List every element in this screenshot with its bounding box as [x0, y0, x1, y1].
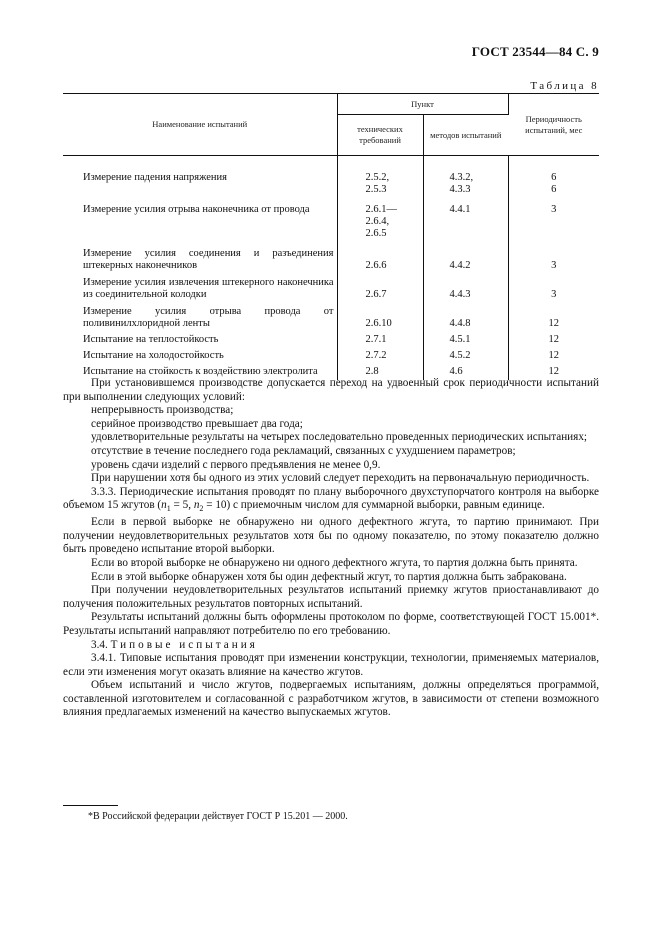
section-number: 3.4. [91, 638, 108, 651]
test-name: Измерение усилия извлечения штекерного наконечника из соединительной колодки [63, 274, 337, 303]
subscript: 2 [199, 504, 204, 514]
list-item: уровень сдачи изделий с первого предъявления не менее 0,9. [91, 458, 381, 471]
table-row [63, 156, 599, 199]
test-name: Испытание на холодостойкость [63, 348, 337, 364]
tech-ref: 2.5.2, 2.5.3 [337, 156, 423, 199]
periodicity: 3 [551, 260, 557, 271]
test-name: Испытание на теплостойкость [63, 332, 337, 348]
paragraph: 3.4.1. Типовые испытания проводят при изменении конструкции, технологии, применяемых материалов, если эти изменения могут оказать влияние на качество жгутов. [63, 652, 599, 678]
periodicity: 3 [551, 289, 557, 300]
variable: n [161, 499, 167, 512]
tech-ref: 2.6.6 [337, 242, 423, 274]
tech-ref: 2.7.2 [337, 348, 423, 364]
method-ref: 4.6 [423, 364, 508, 380]
method-ref: 4.3.2, 4.3.3 [423, 156, 508, 199]
tech-ref: 2.6.7 [337, 274, 423, 303]
paragraph: Результаты испытаний должны быть оформлены протоколом по форме, соответствующей ГОСТ 15.001*. Результаты испытаний направляют потребителю по его требованию. [63, 611, 599, 637]
header-test-methods: методов испытаний [423, 115, 508, 156]
periodicity: 3 [551, 204, 557, 215]
periodicity: 12 [548, 334, 559, 345]
list-item: непрерывность производства; [91, 404, 234, 417]
section-heading-3-4 [63, 639, 599, 653]
table-row [63, 348, 599, 364]
table-row [63, 198, 599, 242]
header-test-name: Наименование испытаний [63, 94, 337, 156]
tech-ref: 2.8 [337, 364, 423, 380]
paragraph: Если во второй выборке не обнаружено ни одного дефектного жгута, то партия должна быть принята. [91, 556, 578, 569]
header-tech-requirements: технических требований [337, 115, 423, 156]
table-row [63, 242, 599, 274]
header-point: Пункт [337, 94, 508, 115]
test-name: Измерение усилия отрыва провода от поливинилхлоридной ленты [63, 303, 337, 332]
list-item: отсутствие в течение последнего года рекламаций, связанных с ухудшением параметров; [91, 444, 516, 457]
paragraph: При получении неудовлетворительных результатов испытаний приемку жгутов приостанавливают до получения положительных результатов повторных испытаний. [63, 584, 599, 610]
paragraph: Если в первой выборке не обнаружено ни одного дефектного жгута, то партию принимают. При получении неудовлетворительных результатов хотя бы по одному показателю, по этому показателю должно быть проведено испытание второй выборки. [63, 516, 599, 556]
subscript: 1 [166, 504, 171, 514]
test-name: Измерение усилия отрыва наконечника от провода [63, 198, 337, 242]
table-caption: Таблица 8 [530, 80, 599, 92]
body-text [63, 377, 599, 720]
section-title: Типовые испытания [110, 638, 258, 651]
test-name: Измерение падения напряжения [63, 156, 337, 199]
list-item: удовлетворительные результаты на четырех последовательно проведенных периодических испытаниях; [91, 431, 588, 444]
list-item: серийное производство превышает два года; [91, 417, 303, 430]
text-run: = 5, [170, 499, 194, 512]
tech-ref: 2.7.1 [337, 332, 423, 348]
text-run: 3.3.3. Периодические испытания проводят по плану выборочного двухступорчатого контроля на выборке объемом 15 жгутов ( [63, 485, 599, 512]
table-row [63, 274, 599, 303]
method-ref: 4.5.1 [423, 332, 508, 348]
header-periodicity: Периодичность испытаний, мес [508, 94, 599, 156]
table-row [63, 332, 599, 348]
table-row [63, 303, 599, 332]
tech-ref: 2.6.1— 2.6.4, 2.6.5 [337, 198, 423, 242]
paragraph: При нарушении хотя бы одного из этих условий следует переходить на первоначальную периодичность. [91, 472, 590, 485]
method-ref: 4.4.1 [423, 198, 508, 242]
method-ref: 4.5.2 [423, 348, 508, 364]
test-name: Измерение усилия соединения и разъединения штекерных наконечников [63, 242, 337, 274]
page-header: ГОСТ 23544—84 С. 9 [471, 44, 599, 59]
periodicity: 6 6 [551, 172, 557, 195]
text-run: = 10) с приемочным числом для суммарной выборки, равным единице. [203, 499, 545, 512]
periodicity: 12 [548, 350, 559, 361]
periodicity: 12 [548, 318, 559, 329]
footnote: *В Российской федерации действует ГОСТ Р 15.201 — 2000. [88, 811, 348, 822]
tests-table [63, 93, 599, 380]
paragraph: При установившемся производстве допускается переход на удвоенный срок периодичности испытаний при выполнении следующих условий: [63, 377, 599, 403]
test-name: Испытание на стойкость к воздействию электролита [63, 364, 337, 380]
footnote-rule [63, 805, 118, 806]
method-ref: 4.4.2 [423, 242, 508, 274]
paragraph: Объем испытаний и число жгутов, подвергаемых испытаниям, должны определяться программой, составленной изготовителем и согласованной с разработчиком жгутов, в зависимости от степени возможного влияния предлагаемых изменений на качество выпускаемых жгутов. [63, 679, 599, 719]
tech-ref: 2.6.10 [337, 303, 423, 332]
method-ref: 4.4.8 [423, 303, 508, 332]
paragraph-3-3-3 [63, 486, 599, 516]
paragraph: Если в этой выборке обнаружен хотя бы один дефектный жгут, то партия должна быть забракована. [91, 570, 567, 583]
periodicity: 12 [548, 366, 559, 377]
method-ref: 4.4.3 [423, 274, 508, 303]
variable: n [193, 499, 200, 512]
